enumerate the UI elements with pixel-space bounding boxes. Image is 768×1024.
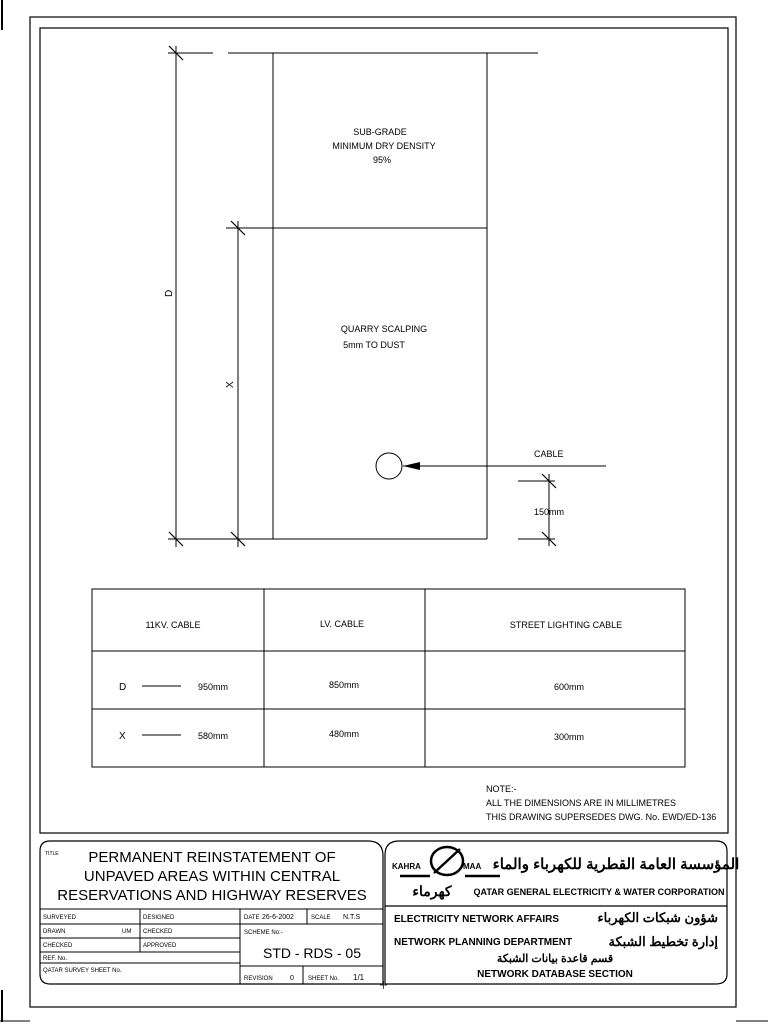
- designed-label: DESIGNED: [143, 915, 175, 921]
- title-line-1: PERMANENT REINSTATEMENT OF: [88, 849, 336, 866]
- note-line-2: THIS DRAWING SUPERSEDES DWG. No. EWD/ED-136: [486, 812, 717, 822]
- survey-sheet-label: QATAR SURVEY SHEET No.: [43, 968, 122, 974]
- scale-label: SCALE: [311, 915, 331, 921]
- depth-150-label: 150mm: [534, 507, 565, 517]
- table-header-11kv: 11KV. CABLE: [145, 620, 201, 630]
- dept1-arabic: شؤون شبكات الكهرباء: [597, 910, 718, 925]
- scheme-label: SCHEME No:-: [244, 930, 283, 936]
- dept2-arabic: إدارة تخطيط الشبكة: [608, 934, 718, 949]
- revision-value: 0: [290, 975, 294, 982]
- date-value: 26-6-2002: [262, 914, 294, 921]
- table-cell-d-street: 600mm: [553, 682, 585, 692]
- sheet-label: SHEET No.: [308, 976, 339, 982]
- corner-cross: [380, 981, 387, 989]
- table-cell-x-lv: 480mm: [328, 729, 360, 739]
- table-header-street-lighting: STREET LIGHTING CABLE: [509, 620, 623, 630]
- table-cell-d-lv: 850mm: [328, 680, 360, 690]
- subgrade-line-3: 95%: [372, 155, 392, 165]
- quarry-line-1: QUARRY SCALPING: [340, 324, 428, 334]
- section-arabic: قسم قاعدة بيانات الشبكة: [496, 953, 614, 965]
- table-row-label-d: D: [119, 682, 127, 693]
- dimension-x: [225, 221, 273, 547]
- dept1-english: ELECTRICITY NETWORK AFFAIRS: [394, 914, 559, 925]
- table-cell-d-11kv: 950mm: [198, 682, 229, 692]
- table-header-lv: LV. CABLE: [319, 619, 365, 629]
- scale-value: N.T.S: [343, 914, 361, 921]
- title-line-2: UNPAVED AREAS WITHIN CENTRAL: [83, 868, 341, 885]
- cable-label: CABLE: [534, 449, 564, 459]
- table-cell-x-11kv: 580mm: [198, 731, 229, 741]
- dim-d-label: D: [164, 289, 175, 297]
- drawn-label: DRAWN: [43, 929, 66, 935]
- table-row-label-x: X: [119, 731, 126, 742]
- title-line-3: RESERVATIONS AND HIGHWAY RESERVES: [57, 887, 367, 904]
- company-arabic-name: المؤسسة العامة القطرية للكهرباء والماء: [492, 856, 740, 873]
- quarry-line-2: 5mm TO DUST: [343, 340, 405, 350]
- subgrade-line-1: SUB-GRADE: [353, 127, 407, 137]
- cable-circle: [376, 453, 402, 479]
- dimension-d: [164, 46, 213, 547]
- sheet-value: 1/1: [353, 973, 365, 982]
- date-label: DATE: [244, 915, 260, 921]
- note-line-1: ALL THE DIMENSIONS ARE IN MILLIMETRES: [486, 798, 677, 808]
- checked-label-right: CHECKED: [143, 929, 173, 935]
- cable-leader: [403, 462, 606, 470]
- checked-label: CHECKED: [43, 943, 73, 949]
- company-english-name: QATAR GENERAL ELECTRICITY & WATER CORPORATION: [473, 887, 725, 897]
- drawing-number: STD - RDS - 05: [262, 945, 362, 961]
- drawn-by-value: UM: [122, 929, 132, 935]
- dimension-table: [92, 589, 685, 767]
- logo-arabic: كهرماء: [412, 883, 452, 899]
- dept2-english: NETWORK PLANNING DEPARTMENT: [394, 937, 573, 948]
- note-heading: NOTE:-: [486, 784, 517, 794]
- logo-maa: MAA: [463, 862, 482, 871]
- title-label: TITLE: [45, 851, 59, 857]
- section-english: NETWORK DATABASE SECTION: [477, 969, 633, 980]
- approved-label: APPROVED: [143, 943, 177, 949]
- surveyed-label: SURVEYED: [43, 915, 76, 921]
- ref-no-label: REF. No.: [43, 956, 68, 962]
- revision-label: REVISION: [244, 976, 273, 982]
- logo-kahra: KAHRA: [392, 862, 421, 871]
- table-cell-x-street: 300mm: [553, 732, 585, 742]
- subgrade-line-2: MINIMUM DRY DENSITY: [332, 141, 436, 151]
- dim-x-label: X: [225, 381, 236, 388]
